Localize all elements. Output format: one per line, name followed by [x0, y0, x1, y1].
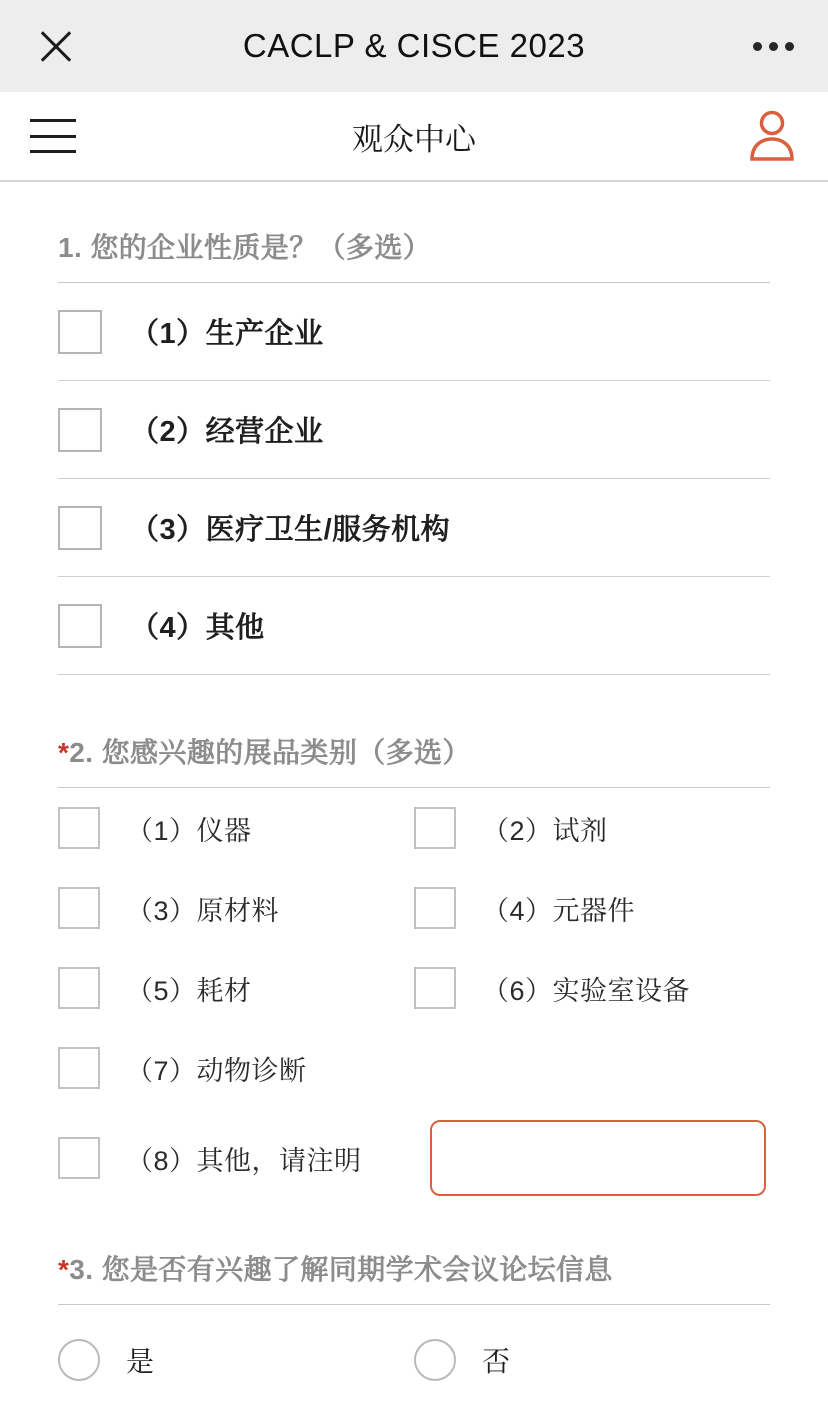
- question-2-option-4-label: （4）元器件: [482, 895, 636, 926]
- question-2-option-2[interactable]: [414, 798, 770, 858]
- question-3-options: [58, 1339, 770, 1381]
- question-2-options: [58, 788, 770, 1196]
- question-1-option-2[interactable]: [58, 381, 770, 479]
- checkbox-q2-4[interactable]: [414, 887, 456, 929]
- question-2-option-1-label: （1）仪器: [126, 815, 252, 846]
- question-2-option-3-label: （3）原材料: [126, 895, 280, 926]
- checkbox-q1-2[interactable]: [58, 408, 102, 452]
- question-1-title: 1. 您的企业性质是？（多选）: [58, 226, 770, 283]
- question-2-option-5-label: （5）耗材: [126, 975, 252, 1006]
- question-2-option-5[interactable]: [58, 958, 414, 1018]
- radio-q3-yes[interactable]: [58, 1339, 100, 1381]
- checkbox-q2-3[interactable]: [58, 887, 100, 929]
- question-2-option-6[interactable]: [414, 958, 770, 1018]
- question-2-option-7-label: （7）动物诊断: [126, 1055, 307, 1086]
- wechat-top-bar: [0, 0, 828, 92]
- question-1-option-2-label: （2）经营企业: [130, 416, 324, 448]
- question-2-option-6-label: （6）实验室设备: [482, 975, 691, 1006]
- question-1-option-4[interactable]: [58, 577, 770, 675]
- question-3-title-text: 3. 您是否有兴趣了解同期学术会议论坛信息: [69, 1254, 613, 1285]
- checkbox-q1-1[interactable]: [58, 310, 102, 354]
- question-2-title: [58, 731, 770, 788]
- more-options-icon[interactable]: [753, 42, 794, 51]
- page-title: 观众中心: [352, 121, 476, 157]
- question-2-option-2-label: （2）试剂: [482, 815, 608, 846]
- question-3-option-no-label: 否: [482, 1346, 511, 1377]
- question-2-option-7[interactable]: [58, 1038, 414, 1098]
- hamburger-menu-icon[interactable]: [30, 119, 76, 153]
- question-1-option-3-label: （3）医疗卫生/服务机构: [130, 514, 451, 546]
- checkbox-q2-8[interactable]: [58, 1137, 100, 1179]
- question-2-option-8[interactable]: [58, 1128, 430, 1188]
- question-3-option-no[interactable]: [414, 1339, 770, 1381]
- question-3-title: [58, 1248, 770, 1305]
- survey-form: [0, 182, 828, 1381]
- question-3-option-yes-label: 是: [126, 1346, 155, 1377]
- question-3-option-yes[interactable]: [58, 1339, 414, 1381]
- question-2-other-row: [58, 1120, 770, 1196]
- question-2: [58, 731, 770, 1196]
- checkbox-q2-5[interactable]: [58, 967, 100, 1009]
- checkbox-q2-2[interactable]: [414, 807, 456, 849]
- close-icon[interactable]: [34, 24, 78, 68]
- question-1-option-3[interactable]: [58, 479, 770, 577]
- question-2-option-4[interactable]: [414, 878, 770, 938]
- question-2-required-mark: *: [58, 737, 70, 768]
- question-1-option-1[interactable]: [58, 283, 770, 381]
- question-2-option-3[interactable]: [58, 878, 414, 938]
- wechat-page-title: CACLP & CISCE 2023: [242, 27, 586, 64]
- radio-q3-no[interactable]: [414, 1339, 456, 1381]
- checkbox-q2-1[interactable]: [58, 807, 100, 849]
- question-3: [58, 1248, 770, 1381]
- question-1-option-4-label: （4）其他: [130, 612, 265, 644]
- checkbox-q1-4[interactable]: [58, 604, 102, 648]
- question-2-title-text: 2. 您感兴趣的展品类别（多选）: [69, 737, 471, 768]
- question-2-option-8-label: （8）其他，请注明: [126, 1145, 362, 1176]
- checkbox-q2-6[interactable]: [414, 967, 456, 1009]
- question-2-other-input[interactable]: [430, 1120, 766, 1196]
- checkbox-q2-7[interactable]: [58, 1047, 100, 1089]
- checkbox-q1-3[interactable]: [58, 506, 102, 550]
- app-header: [0, 92, 828, 182]
- question-1-option-1-label: （1）生产企业: [130, 318, 324, 350]
- question-2-option-1[interactable]: [58, 798, 414, 858]
- user-account-icon[interactable]: [746, 109, 798, 163]
- question-3-required-mark: *: [58, 1254, 70, 1285]
- question-1: [58, 226, 770, 675]
